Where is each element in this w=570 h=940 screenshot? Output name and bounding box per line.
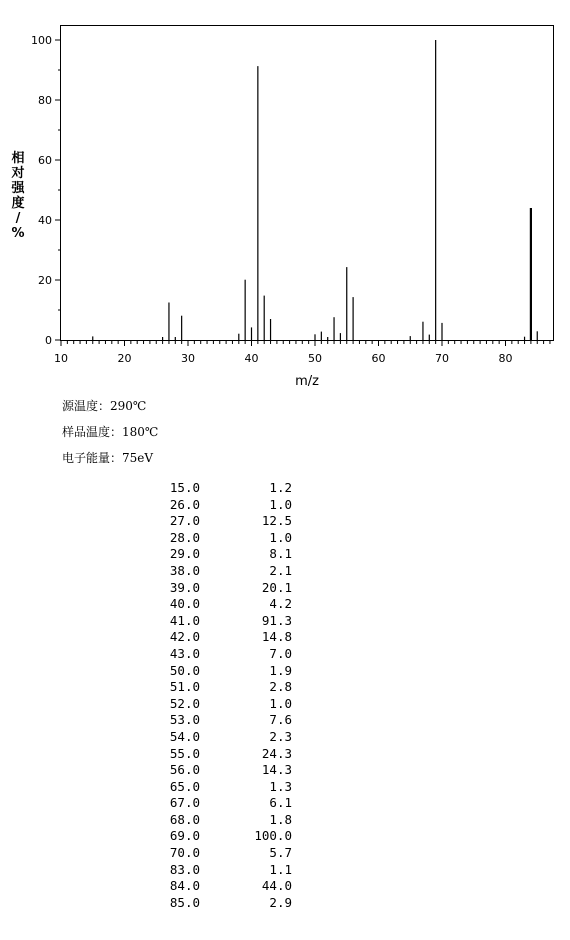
peak-intensity: 2.8 [269,679,292,695]
x-tick-label: 20 [117,352,132,365]
x-tick-label: 30 [181,352,195,365]
peak-intensity: 2.9 [269,894,292,910]
peak-intensity: 24.3 [261,745,292,761]
peak-mz: 15.0 [169,480,200,495]
x-tick-label: 80 [498,352,513,365]
y-label-char: 强 [11,181,25,196]
peak-row [152,812,292,829]
y-label-char: 度 [11,196,25,211]
peak-mz: 54.0 [169,728,200,744]
peak-row [152,878,292,895]
axis-ticks [31,34,550,365]
mass-spectrum-chart [0,0,570,395]
peak-mz: 42.0 [169,629,200,645]
peak-mz: 43.0 [169,645,200,661]
sample-temperature: 样品温度：180℃ [62,425,159,439]
y-tick-label: 40 [38,214,52,227]
peak-row [152,646,292,663]
peak-mz: 83.0 [169,861,200,877]
y-axis-label [10,150,25,241]
electron-energy: 电子能量：75eV [62,451,154,465]
peak-row [152,712,292,729]
peak-mz: 85.0 [169,894,200,910]
peak-intensity: 1.9 [269,662,292,678]
x-tick-label: 40 [244,352,259,365]
y-tick-label: 0 [45,334,52,347]
peak-intensity: 20.1 [261,579,292,595]
peak-mz: 50.0 [169,662,200,678]
peak-row [152,828,292,845]
peak-mz: 38.0 [169,562,200,578]
y-label-char: / [15,211,21,226]
peak-intensity: 1.3 [269,778,292,794]
peak-row [152,845,292,862]
y-label-char: 对 [11,166,25,181]
y-tick-label: 100 [31,34,52,47]
peak-row [152,629,292,646]
peak-row [152,696,292,713]
y-tick-label: 80 [38,94,52,107]
x-axis-label: m/z [295,374,319,389]
peak-intensity: 2.3 [269,728,292,744]
peak-mz: 26.0 [169,496,200,512]
peak-intensity: 1.0 [269,529,292,545]
peak-row [152,596,292,613]
peak-intensity: 44.0 [261,878,292,894]
peak-mz: 27.0 [169,513,200,529]
x-tick-label: 60 [371,352,386,365]
peak-intensity: 1.0 [269,496,292,512]
peak-intensity: 1.1 [269,861,292,877]
peak-intensity: 14.3 [261,762,292,778]
x-tick-label: 50 [308,352,322,365]
peak-mz: 53.0 [169,712,200,728]
peak-row [152,895,292,912]
peak-mz: 39.0 [169,579,200,595]
peak-mz: 84.0 [169,878,200,894]
peak-intensity: 8.1 [269,546,292,562]
peak-row [152,679,292,696]
peak-intensity: 1.8 [269,811,292,827]
peak-mz: 65.0 [169,778,200,794]
peak-mz: 55.0 [169,745,200,761]
peak-intensity: 6.1 [269,795,292,811]
peak-row [152,497,292,514]
peak-intensity: 1.0 [269,695,292,711]
peak-intensity: 5.7 [269,845,292,861]
peak-mz: 69.0 [169,828,200,844]
peak-row [152,480,292,497]
peak-mz: 52.0 [169,695,200,711]
peak-row [152,580,292,597]
peak-intensity: 91.3 [261,612,292,628]
peak-row [152,729,292,746]
peak-row [152,779,292,796]
peak-intensity: 7.0 [269,645,292,661]
peak-row [152,613,292,630]
peak-row [152,746,292,763]
x-tick-label: 10 [54,352,68,365]
peak-row [152,862,292,879]
peak-intensity: 14.8 [261,629,292,645]
peak-intensity: 2.1 [269,562,292,578]
peak-row [152,530,292,547]
peak-table [152,480,292,911]
peak-mz: 28.0 [169,529,200,545]
peak-mz: 51.0 [169,679,200,695]
peak-intensity: 100.0 [254,828,292,844]
peak-mz: 68.0 [169,811,200,827]
peak-row [152,762,292,779]
plot-frame [61,26,554,341]
peak-row [152,546,292,563]
y-label-char: 相 [11,151,25,166]
peak-intensity: 4.2 [269,596,292,612]
peak-intensity: 7.6 [269,712,292,728]
peak-mz: 29.0 [169,546,200,562]
peak-mz: 40.0 [169,596,200,612]
y-tick-label: 20 [38,274,52,287]
peak-mz: 41.0 [169,612,200,628]
y-tick-label: 60 [38,154,52,167]
peak-row [152,513,292,530]
peak-bars [93,40,538,340]
peak-row [152,563,292,580]
peak-intensity: 12.5 [261,513,292,529]
peak-row [152,663,292,680]
y-label-char: % [11,226,25,241]
peak-mz: 70.0 [169,845,200,861]
peak-mz: 67.0 [169,795,200,811]
acquisition-conditions [62,396,158,474]
peak-mz: 56.0 [169,762,200,778]
peak-intensity: 1.2 [269,480,292,495]
peak-row [152,795,292,812]
x-tick-label: 70 [435,352,449,365]
source-temperature: 源温度：290℃ [62,399,147,413]
